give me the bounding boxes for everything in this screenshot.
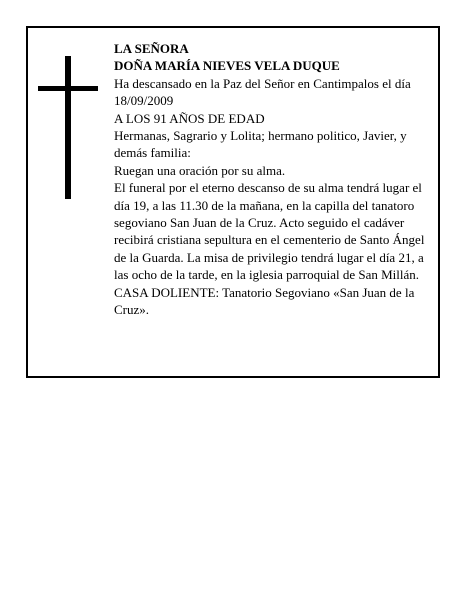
cross-icon xyxy=(38,56,98,199)
notice-text xyxy=(114,40,436,319)
cross-vertical-bar xyxy=(65,56,71,199)
notice-heading: LA SEÑORA xyxy=(114,41,189,56)
funeral-details: El funeral por el eterno descanso de su alma tendrá lugar el día 19, a las 11.30 de la mañana, en la capilla del tanatoro segoviano San Juan de la Cruz. Acto seguido el cadáver recibirá cristiana sepultura en el cementerio de Santo Ángel de la Guarda. La misa de privilegio tendrá lugar el día 21, a las ocho de la tarde, en la iglesia parroquial de San Millán. xyxy=(114,180,425,283)
age-line: A LOS 91 AÑOS DE EDAD xyxy=(114,110,265,126)
deceased-name: DOÑA MARÍA NIEVES VELA DUQUE xyxy=(114,58,340,74)
mourning-house: CASA DOLIENTE: Tanatorio Segoviano «San Juan de la Cruz». xyxy=(114,284,415,318)
death-statement: Ha descansado en la Paz del Señor en Cantimpalos el día 18/09/2009 xyxy=(114,75,411,109)
prayer-request: Ruegan una oración por su alma. xyxy=(114,162,286,178)
obituary-notice xyxy=(26,26,440,378)
cross-horizontal-bar xyxy=(38,86,98,91)
family-line: Hermanas, Sagrario y Lolita; hermano politico, Javier, y demás familia: xyxy=(114,128,407,161)
